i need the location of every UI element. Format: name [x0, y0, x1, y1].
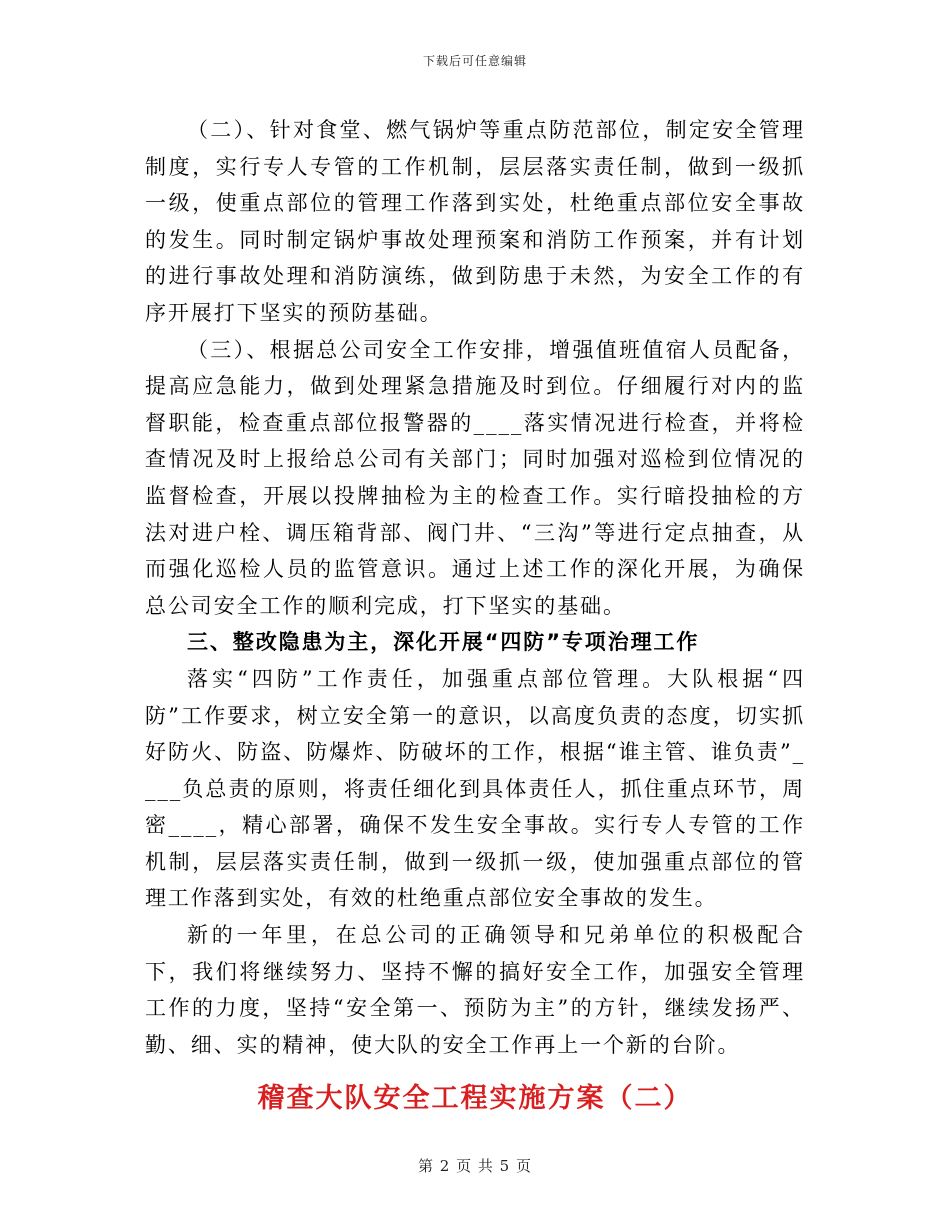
page-footer: 第 2 页 共 5 页: [418, 1157, 532, 1175]
paragraph-new-year: 新的一年里，在总公司的正确领导和兄弟单位的积极配合下，我们将继续努力、坚持不懈的搞好安全工作，加强安全管理工作的力度，坚持“安全第一、预防为主”的方针，继续发扬严、勤、细、实的精神，使大队的安全工作再上一个新的台阶。: [145, 923, 805, 1057]
paragraph-2: （二）、针对食堂、燃气锅炉等重点防范部位，制定安全管理制度，实行专人专管的工作机制，层层落实责任制，做到一级抓一级，使重点部位的管理工作落到实处，杜绝重点部位安全事故的发生。同时制定锅炉事故处理预案和消防工作预案，并有计划的进行事故处理和消防演练，做到防患于未然，为安全工作的有序开展打下坚实的预防基础。: [145, 118, 805, 325]
paragraph-four-defenses: 落实“四防”工作责任，加强重点部位管理。大队根据“四防”工作要求，树立安全第一的意识，以高度负责的态度，切实抓好防火、防盗、防爆炸、防破坏的工作，根据“谁主管、谁负责”____负总责的原则，将责任细化到具体责任人，抓住重点环节，周密____，精心部署，确保不发生安全事故。实行专人专管的工作机制，层层落实责任制，做到一级抓一级，使加强重点部位的管理工作落到实处，有效的杜绝重点部位安全事故的发生。: [145, 666, 805, 911]
section-heading: 三、整改隐患为主，深化开展“四防”专项治理工作: [187, 630, 700, 655]
document-title: 稽查大队安全工程实施方案（二）: [257, 1083, 693, 1114]
page-header: 下载后可任意编辑: [422, 54, 527, 68]
paragraph-3: （三）、根据总公司安全工作安排，增强值班值宿人员配备，提高应急能力，做到处理紧急措施及时到位。仔细履行对内的监督职能，检查重点部位报警器的____落实情况进行检查，并将检查情况及时上报给总公司有关部门；同时加强对巡检到位情况的监督检查，开展以投牌抽检为主的检查工作。实行暗投抽检的方法对进户栓、调压箱背部、阀门井、“三沟”等进行定点抽查，从而强化巡检人员的监管意识。通过上述工作的深化开展，为确保总公司安全工作的顺利完成，打下坚实的基础。: [145, 337, 805, 618]
document-body: [145, 112, 805, 1063]
